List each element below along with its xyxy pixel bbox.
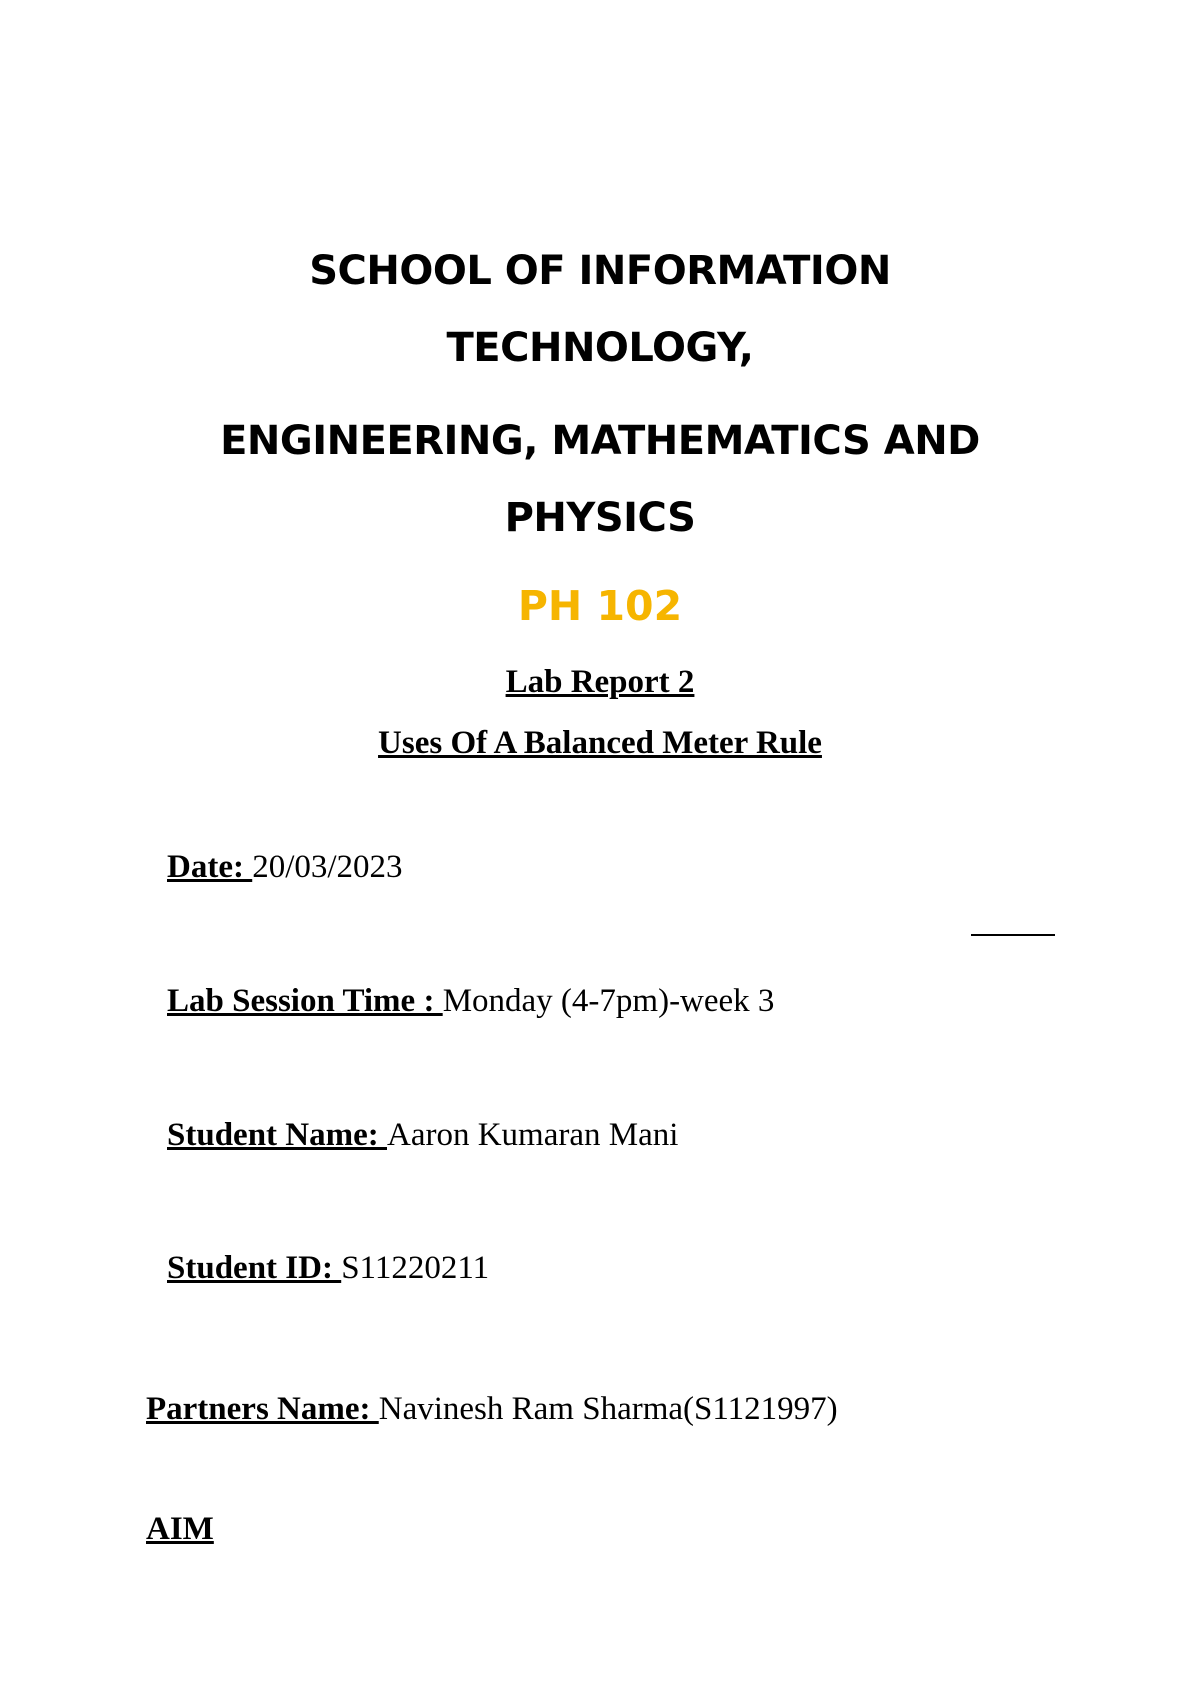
- student-id-label: Student ID:: [167, 1250, 342, 1286]
- partners-value: Navinesh Ram Sharma(S1121997): [378, 1391, 838, 1427]
- student-id-value: S11220211: [341, 1250, 490, 1286]
- partners-field: [146, 1389, 838, 1429]
- school-name-line-4: PHYSICS: [504, 495, 696, 541]
- lab-report-number: Lab Report 2: [505, 664, 695, 700]
- school-name-line-3: ENGINEERING, MATHEMATICS AND: [220, 418, 980, 464]
- blank-underline: [971, 934, 1055, 936]
- student-name-value: Aaron Kumaran Mani: [387, 1117, 679, 1153]
- student-name-field: [167, 1115, 678, 1155]
- student-name-label: Student Name:: [167, 1117, 387, 1153]
- course-code: PH 102: [517, 582, 683, 630]
- aim-heading: AIM: [146, 1511, 214, 1547]
- session-field: [167, 981, 774, 1021]
- school-name-line-1: SCHOOL OF INFORMATION: [309, 248, 891, 294]
- student-id-field: [167, 1248, 489, 1288]
- school-name-line-2: TECHNOLOGY,: [446, 325, 754, 371]
- date-label: Date:: [167, 849, 253, 885]
- lab-report-title: Uses Of A Balanced Meter Rule: [378, 725, 822, 761]
- session-value: Monday (4-7pm)-week 3: [442, 983, 775, 1019]
- session-label: Lab Session Time :: [167, 983, 443, 1019]
- date-value: 20/03/2023: [252, 849, 403, 885]
- partners-label: Partners Name:: [146, 1391, 379, 1427]
- date-field: [167, 847, 403, 887]
